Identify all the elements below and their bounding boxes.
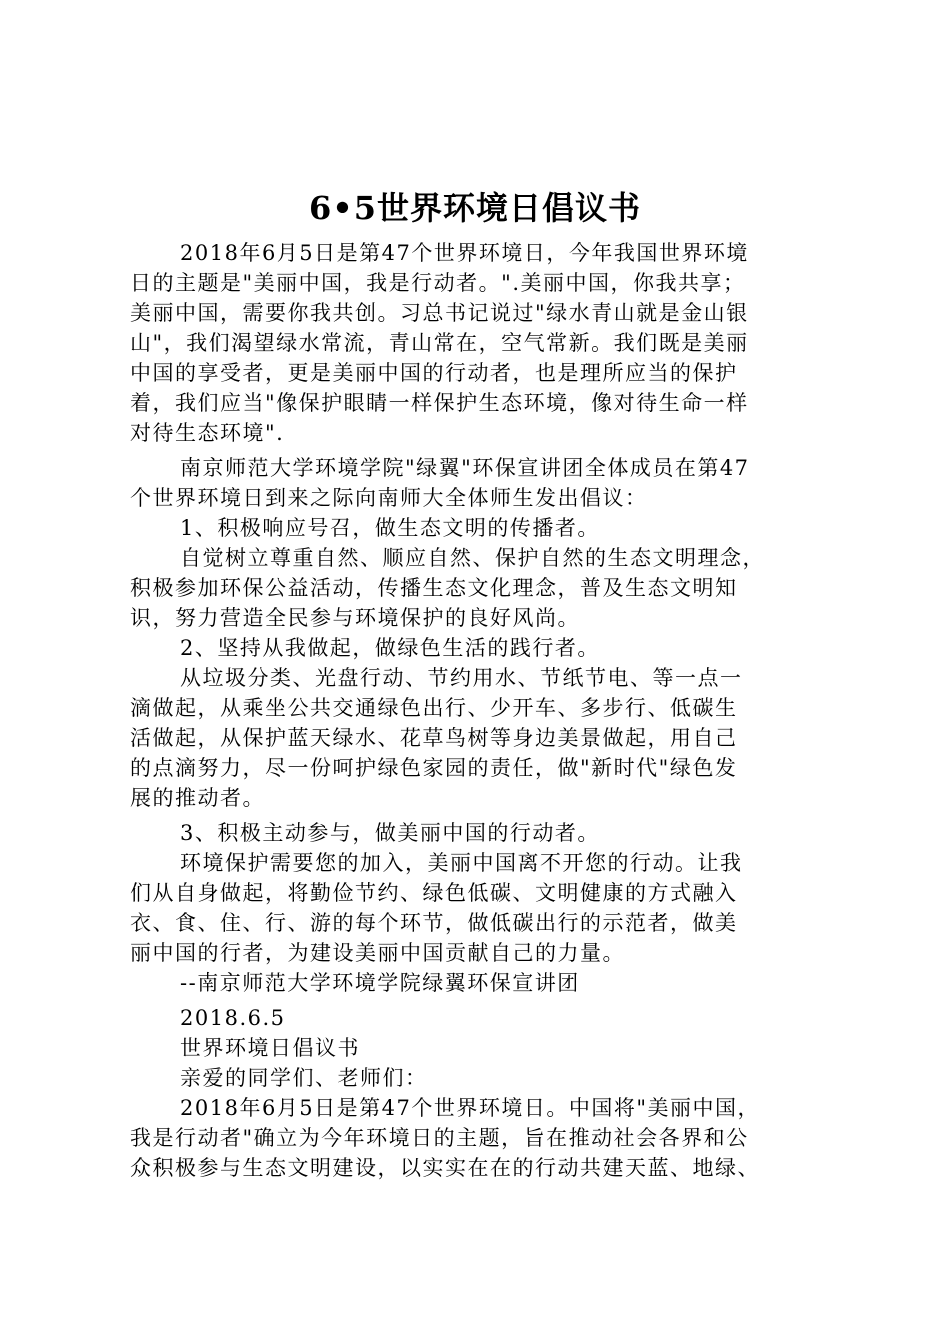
paragraph-line: 2018年6月5日是第47个世界环境日。中国将"美丽中国， <box>180 1096 761 1120</box>
paragraph-line: 积极参加环保公益活动，传播生态文化理念，普及生态文明知 <box>130 576 738 600</box>
paragraph-line: 我是行动者"确立为今年环境日的主题，旨在推动社会各界和公 <box>130 1126 749 1150</box>
paragraph-line: 从垃圾分类、光盘行动、节约用水、节纸节电、等一点一 <box>180 666 743 690</box>
document-title: 6•5世界环境日倡议书 <box>309 189 641 227</box>
paragraph-line: 的点滴努力，尽一份呵护绿色家园的责任，做"新时代"绿色发 <box>130 756 738 780</box>
salutation-line: 亲爱的同学们、老师们： <box>180 1066 428 1090</box>
paragraph-line: 衣、食、住、行、游的每个环节，做低碳出行的示范者，做美 <box>130 911 738 935</box>
paragraph-line: 美丽中国，需要你我共创。习总书记说过"绿水青山就是金山银 <box>130 301 749 325</box>
paragraph-line: 识，努力营造全民参与环境保护的良好风尚。 <box>130 606 580 630</box>
paragraph-line: 活做起，从保护蓝天绿水、花草鸟树等身边美景做起，用自己 <box>130 726 738 750</box>
paragraph-line: 们从自身做起，将勤俭节约、绿色低碳、文明健康的方式融入 <box>130 881 738 905</box>
section-heading: 3、积极主动参与，做美丽中国的行动者。 <box>180 821 600 845</box>
paragraph-line: 中国的享受者，更是美丽中国的行动者，也是理所应当的保护 <box>130 361 738 385</box>
paragraph-line: 个世界环境日到来之际向南师大全体师生发出倡议： <box>130 486 648 510</box>
paragraph-line: 滴做起，从乘坐公共交通绿色出行、少开车、多步行、低碳生 <box>130 696 738 720</box>
date-line: 2018.6.5 <box>180 1006 286 1030</box>
paragraph-line: 日的主题是"美丽中国，我是行动者。".美丽中国，你我共享； <box>130 271 746 295</box>
paragraph-line: 环境保护需要您的加入，美丽中国离不开您的行动。让我 <box>180 851 743 875</box>
paragraph-line: 南京师范大学环境学院"绿翼"环保宣讲团全体成员在第47 <box>180 456 750 480</box>
section-heading: 1、积极响应号召，做生态文明的传播者。 <box>180 516 600 540</box>
paragraph-line: 展的推动者。 <box>130 786 265 810</box>
section-heading: 2、坚持从我做起，做绿色生活的践行者。 <box>180 636 600 660</box>
paragraph-line: 丽中国的行者，为建设美丽中国贡献自己的力量。 <box>130 941 625 965</box>
signature-line: --南京师范大学环境学院绿翼环保宣讲团 <box>180 971 580 995</box>
paragraph-line: 自觉树立尊重自然、顺应自然、保护自然的生态文明理念， <box>180 546 765 570</box>
paragraph-line: 2018年6月5日是第47个世界环境日，今年我国世界环境 <box>180 241 749 265</box>
paragraph-line: 对待生态环境". <box>130 421 285 445</box>
paragraph-line: 山"，我们渴望绿水常流，青山常在，空气常新。我们既是美丽 <box>130 331 749 355</box>
subtitle-line: 世界环境日倡议书 <box>180 1036 360 1060</box>
paragraph-line: 着，我们应当"像保护眼睛一样保护生态环境，像对待生命一样 <box>130 391 749 415</box>
paragraph-line: 众积极参与生态文明建设，以实实在在的行动共建天蓝、地绿、 <box>130 1156 760 1180</box>
